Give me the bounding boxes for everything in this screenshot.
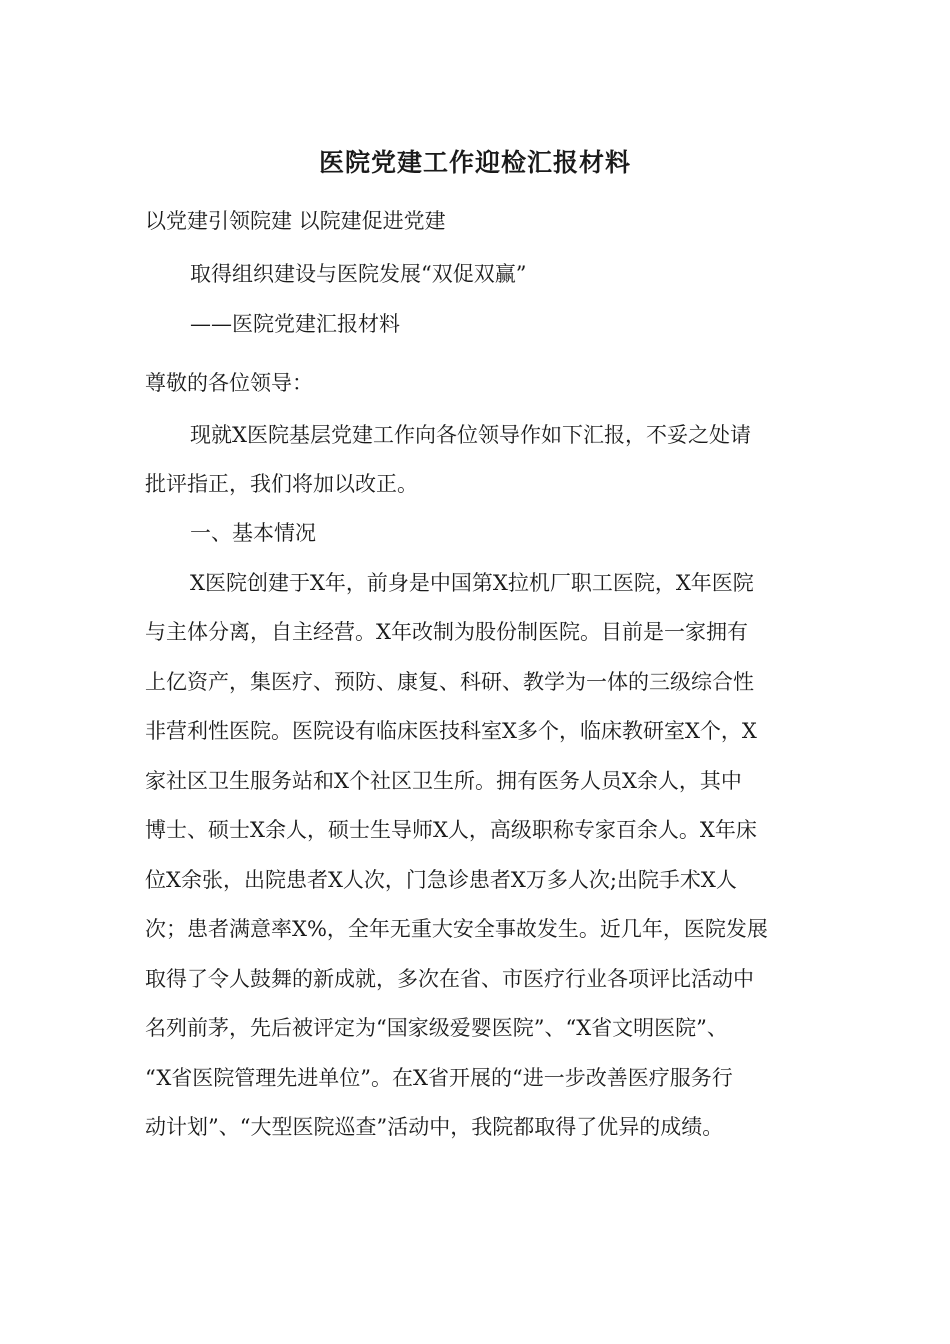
body-line: 上亿资产，集医疗、预防、康复、科研、教学为一体的三级综合性 xyxy=(145,670,754,694)
subtitle-line-1: 以党建引领院建 以院建促进党建 xyxy=(145,209,446,233)
body-line: 动计划”、“大型医院巡查”活动中，我院都取得了优异的成绩。 xyxy=(145,1115,724,1139)
body-line: 名列前茅，先后被评定为“国家级爱婴医院”、“X省文明医院”、 xyxy=(145,1016,728,1040)
body-line: 非营利性医院。医院设有临床医技科室X多个，临床教研室X个，X xyxy=(145,719,757,743)
body-line: X医院创建于X年，前身是中国第X拉机厂职工医院，X年医院 xyxy=(190,571,754,595)
subtitle-line-3: ——医院党建汇报材料 xyxy=(190,312,400,336)
body-line: 家社区卫生服务站和X个社区卫生所。拥有医务人员X余人，其中 xyxy=(145,769,742,793)
body-line: 次；患者满意率X%，全年无重大安全事故发生。近几年，医院发展 xyxy=(145,917,768,941)
body-line: “X省医院管理先进单位”。在X省开展的“进一步改善医疗服务行 xyxy=(145,1066,733,1090)
subtitle-line-2: 取得组织建设与医院发展“双促双赢” xyxy=(190,262,527,286)
salutation: 尊敬的各位领导： xyxy=(145,371,313,395)
body-line: 博士、硕士X余人，硕士生导师X人，高级职称专家百余人。X年床 xyxy=(145,818,757,842)
intro-line-2: 批评指正，我们将加以改正。 xyxy=(145,472,418,496)
body-line: 与主体分离，自主经营。X年改制为股份制医院。目前是一家拥有 xyxy=(145,620,748,644)
document-title: 医院党建工作迎检汇报材料 xyxy=(318,148,631,177)
intro-line-1: 现就X医院基层党建工作向各位领导作如下汇报，不妥之处请 xyxy=(190,423,751,447)
section-heading: 一、基本情况 xyxy=(190,521,316,545)
body-line: 取得了令人鼓舞的新成就，多次在省、市医疗行业各项评比活动中 xyxy=(145,967,754,991)
body-line: 位X余张，出院患者X人次，门急诊患者X万多人次;出院手术X人 xyxy=(145,868,737,892)
